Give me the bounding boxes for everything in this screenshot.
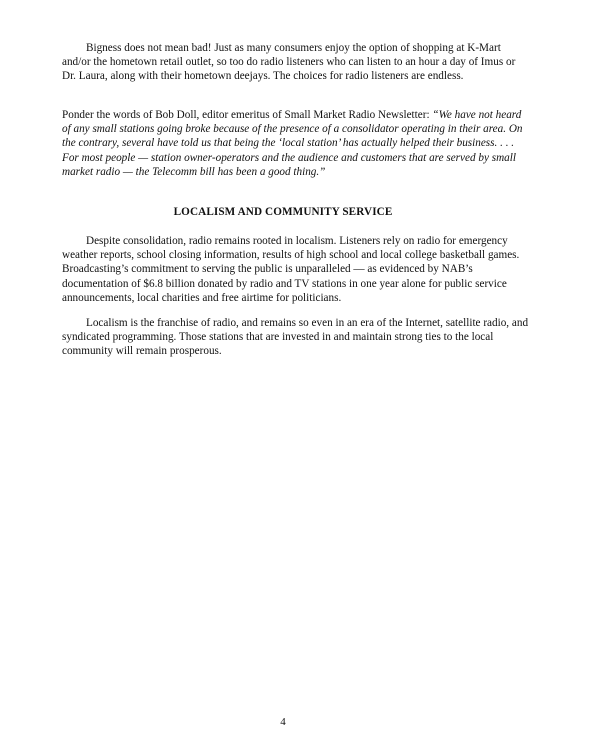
quote-text: “We have not heard of any small stations going broke because of the presence of a consolidator operating in their area. On the contrary, several have told us that being the ‘local station’ has actually helped their business. . . . For most people — station owner-operators and the audience and customers that are served by small market radio — the Telecomm bill has been a good thing.” bbox=[62, 109, 523, 178]
section-heading: LOCALISM AND COMMUNITY SERVICE bbox=[173, 206, 393, 218]
page-number: 4 bbox=[280, 716, 286, 728]
quote-intro: Ponder the words of Bob Doll, editor emeritus of Small Market Radio Newsletter: bbox=[62, 109, 433, 121]
paragraph-bob-doll-quote bbox=[62, 108, 532, 179]
paragraph-franchise: Localism is the franchise of radio, and remains so even in an era of the Internet, satellite radio, and syndicated programming. Those stations that are invested in and maintain strong ties to the local community will remain prosperous. bbox=[62, 317, 529, 358]
paragraph-localism: Despite consolidation, radio remains rooted in localism. Listeners rely on radio for emergency weather reports, school closing information, results of high school and local college basketball games. Broadcasting’s commitment to serving the public is unparalleled — as evidenced by NAB’s documentation of $6.8 billion donated by radio and TV stations in one year alone for public service announcements, local charities and free airtime for politicians. bbox=[62, 235, 520, 304]
paragraph-bigness: Bigness does not mean bad! Just as many consumers enjoy the option of shopping at K-Mart and/or the hometown retail outlet, so too do radio listeners who can listen to an hour a day of Imus or Dr. Laura, along with their hometown deejays. The choices for radio listeners are endless. bbox=[62, 42, 516, 83]
